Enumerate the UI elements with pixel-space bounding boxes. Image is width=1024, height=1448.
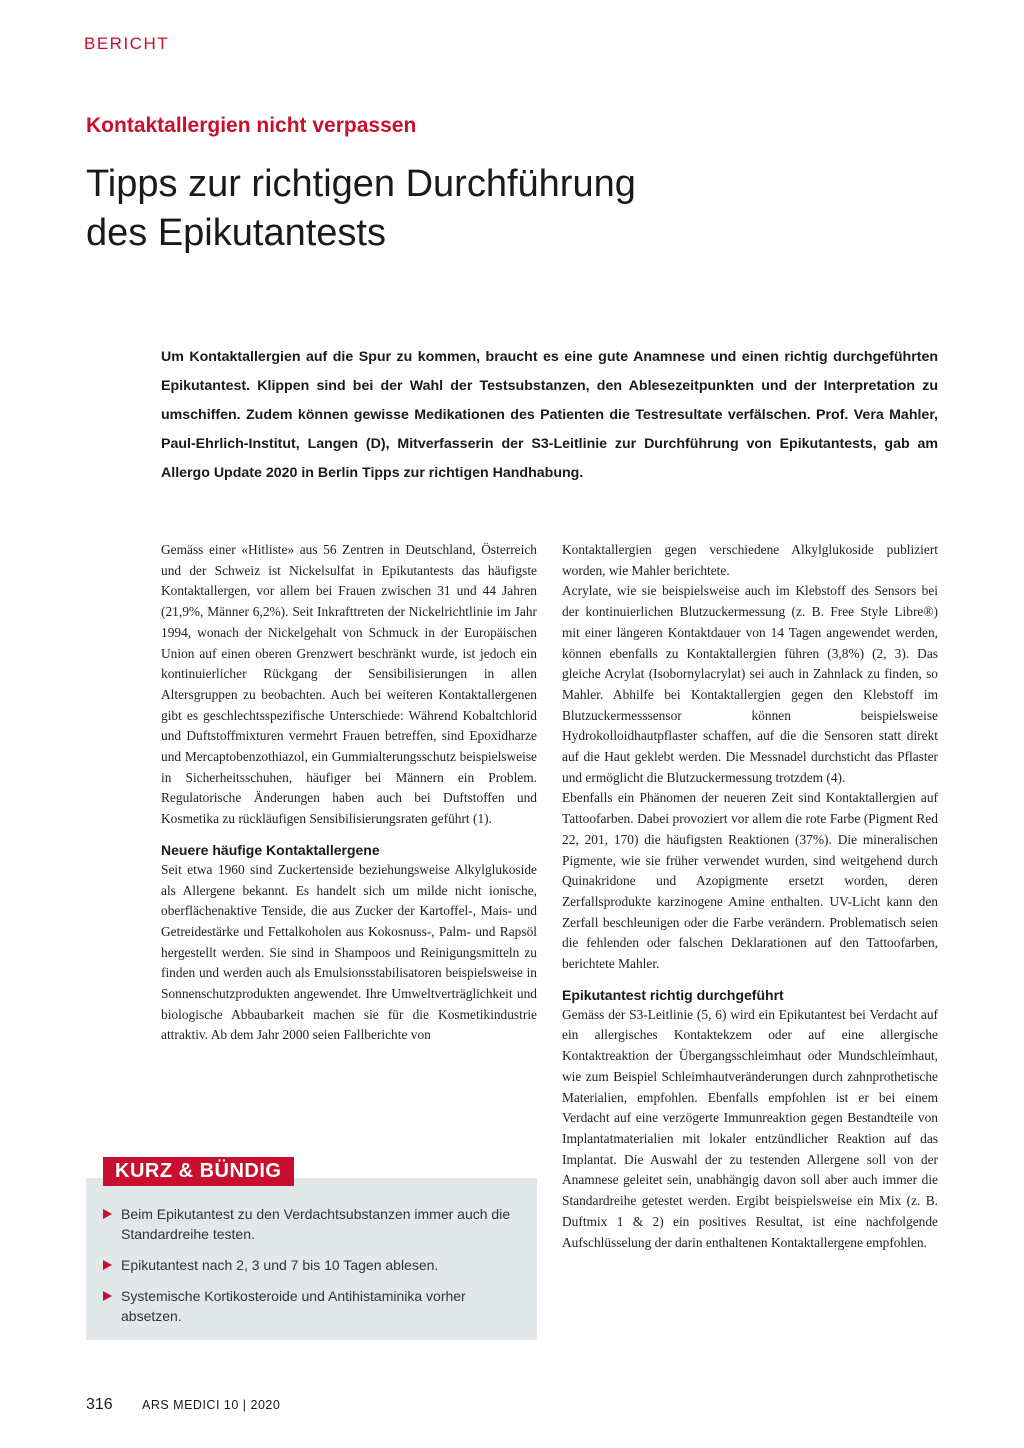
subheading: Neuere häufige Kontaktallergene xyxy=(161,841,380,858)
summary-item-text: Epikutantest nach 2, 3 und 7 bis 10 Tagen ablesen. xyxy=(121,1257,439,1273)
body-paragraph: Acrylate, wie sie beispielsweise auch im Klebstoff des Sensors bei der kontinuierlichen Blutzuckermessung (z. B. Free Style Libre®) mit einer längeren Kontaktdauer von 14 Tagen angewendet werden, können ebenfalls zu Kontaktallergien führen (3,8%) (2, 3). Das gleiche Acrylat (Isobornylacrylat) sei auch in Zahnlack zu finden, so Mahler. Abhilfe bei Kontaktallergien gegen den Klebstoff im Blutzuckermesssensor können beispielsweise Hydrokolloidhautpflaster schaffen, auf die die Sensoren statt direkt auf die Haut geklebt werden. Die Messnadel durchsticht das Pflaster und ermöglicht die Blutzuckermessung trotzdem (4). xyxy=(562,583,938,785)
summary-item-text: Systemische Kortikosteroide und Antihistaminika vorher absetzen. xyxy=(121,1288,466,1324)
body-paragraph: Ebenfalls ein Phänomen der neueren Zeit sind Kontaktallergien auf Tattoofarben. Dabei provoziert vor allem die rote Farbe (Pigment Red 22, 201, 170) die häufigsten Reaktionen (37%). Die mineralischen Pigmente, wie sie früher verwendet wurden, sind weitgehend durch Quinakridone und Azopigmente ersetzt worden, deren Zerfallsprodukte karzinogene Amine enthalten. UV-Licht kann den Zerfall beschleunigen oder die Farbe verändern. Problematisch seien die fehlenden oder falschen Deklarationen auf den Tattoofarben, berichtete Mahler. xyxy=(562,790,938,972)
right-column xyxy=(562,540,938,1253)
article-lead: Um Kontaktallergien auf die Spur zu kommen, braucht es eine gute Anamnese und einen richtig durchgeführten Epikutantest. Klippen sind bei der Wahl der Testsubstanzen, den Ablesezeitpunkten und der Interpretation zu umschiffen. Zudem können gewisse Medikationen des Patienten die Testresultate verfälschen. Prof. Vera Mahler, Paul-Ehrlich-Institut, Langen (D), Mitverfasserin der S3-Leitlinie zur Durchführung von Epikutantests, gab am Allergo Update 2020 in Berlin Tipps zur richtigen Handhabung. xyxy=(161,349,938,481)
headline-line-1: Tipps zur richtigen Durchführung xyxy=(86,163,636,205)
triangle-bullet-icon xyxy=(103,1260,112,1270)
summary-list xyxy=(103,1204,523,1337)
summary-item-text: Beim Epikutantest zu den Verdachtsubstanzen immer auch die Standardreihe testen. xyxy=(121,1206,511,1242)
article-kicker: Kontaktallergien nicht verpassen xyxy=(86,114,417,137)
subheading: Epikutantest richtig durchgeführt xyxy=(562,986,784,1003)
summary-item xyxy=(103,1255,523,1275)
summary-item xyxy=(103,1204,523,1244)
left-column xyxy=(161,540,537,1046)
body-paragraph: Gemäss einer «Hitliste» aus 56 Zentren in Deutschland, Österreich und der Schweiz ist Nickelsulfat in Epikutantests das häufigste Kontaktallergen, vor allem bei Frauen zwischen 31 und 44 Jahren (21,9%, Männer 6,2%). Seit Inkrafttreten der Nickelrichtlinie im Jahr 1994, wonach der Nickelgehalt von Schmuck in der Europäischen Union auf einen oberen Grenzwert beschränkt wurde, ist jedoch ein kontinuierlicher Rückgang der Sensibilisierungen in allen Altersgruppen zu beobachten. Auch bei weiteren Kontaktallergenen gibt es geschlechtsspezifische Unterschiede: Während Kobaltchlorid und Duftstoffmixturen vermehrt Frauen betreffen, sind Epoxidharze und Mercaptobenzothiazol, ein Gummialterungsschutz beispielsweise in Sicherheitsschuhen, häufiger bei Männern ein Problem. Regulatorische Änderungen haben auch bei Duftstoffen und Kosmetika zu rückläufigen Sensibilisierungsraten geführt (1). xyxy=(161,542,537,827)
page-number: 316 xyxy=(86,1396,113,1413)
body-paragraph: Seit etwa 1960 sind Zuckertenside beziehungsweise Alkylglukoside als Allergene bekannt. Es handelt sich um milde nicht ionische, oberflächenaktive Tenside, die aus Zucker der Kartoffel-, Mais- und Getreidestärke und Fettalkoholen aus Kokosnuss-, Palm- und Rapsöl hergestellt werden. Sie sind in Shampoos und Reinigungsmitteln zu finden und werden auch als Emulsionsstabilisatoren beispielsweise in Sonnenschutzprodukten angewendet. Ihre Umweltverträglichkeit und biologische Abbaubarkeit machen sie für die Kosmetikindustrie attraktiv. Ab dem Jahr 2000 seien Fallberichte von xyxy=(161,861,537,1043)
section-label: BERICHT xyxy=(84,34,170,53)
triangle-bullet-icon xyxy=(103,1209,112,1219)
journal-issue: ARS MEDICI 10 | 2020 xyxy=(142,1398,281,1412)
summary-item xyxy=(103,1286,523,1326)
triangle-bullet-icon xyxy=(103,1291,112,1301)
summary-box-title: KURZ & BÜNDIG xyxy=(103,1157,294,1186)
headline-line-2: des Epikutantests xyxy=(86,212,386,254)
article-headline xyxy=(86,160,886,258)
body-paragraph: Gemäss der S3-Leitlinie (5, 6) wird ein Epikutantest bei Verdacht auf ein allergisches Kontaktekzem oder auf eine allergische Kontaktreaktion der Übergangsschleimhaut oder Mundschleimhaut, wie zum Beispiel Schleimhautveränderungen durch zahnprothetische Materialien, empfohlen. Ebenfalls empfohlen ist er bei einem Verdacht auf eine verzögerte Immunreaktion gegen Bestandteile von Implantatmaterialien mit lokaler entzündlicher Reaktion auf das Implantat. Die Auswahl der zu testenden Allergene soll von der Anamnese geleitet sein, unabhängig davon soll aber auch immer die Standardreihe getestet werden. Ergibt beispielsweise ein Mix (z. B. Duftmix 1 & 2) ein positives Resultat, ist eine nachfolgende Aufschlüsselung der darin enthaltenen Kontaktallergene empfohlen. xyxy=(562,1006,938,1250)
body-paragraph: Kontaktallergien gegen verschiedene Alkylglukoside publiziert worden, wie Mahler berichtete. xyxy=(562,542,938,578)
